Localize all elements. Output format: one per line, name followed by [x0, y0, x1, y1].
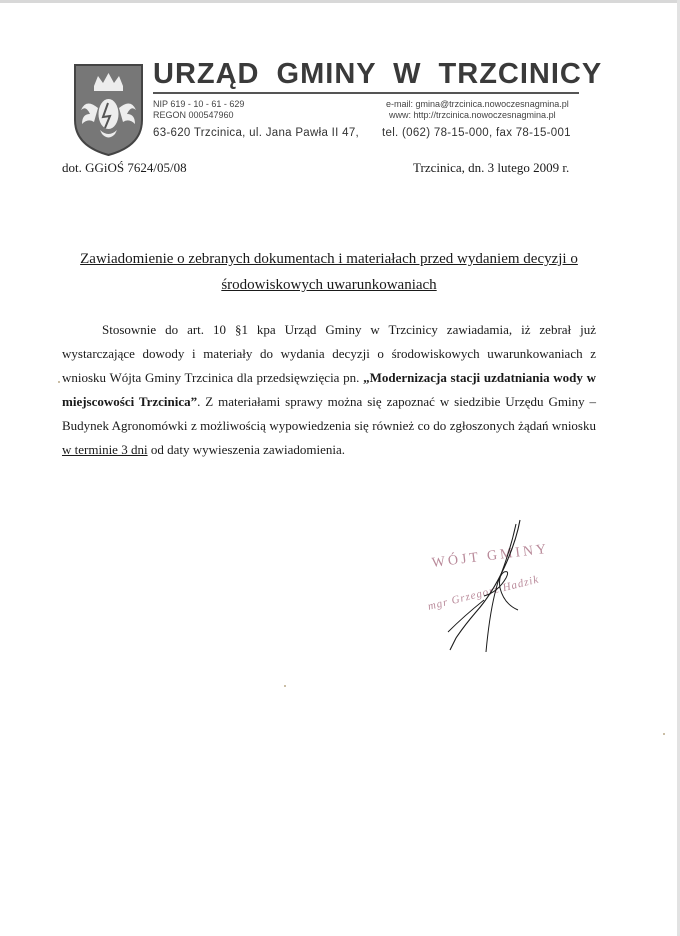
phone-fax: tel. (062) 78-15-000, fax 78-15-001 [382, 127, 571, 139]
website-address: www: http://trzcinica.nowoczesnagmina.pl [389, 110, 556, 120]
official-stamp-name: mgr Grzegorz Hadzik [426, 573, 541, 613]
scan-speck [58, 381, 60, 383]
subject-line-1: Zawiadomienie o zebranych dokumentach i materiałach przed wydaniem decyzji o [80, 251, 578, 267]
body-part-1: Stosownie do art. 10 §1 kpa Urząd Gminy w Trzcinicy zawiadamia, iż zebrał już wystarczające dowody i materiały do wydania decyzji o środowiskowych uwarunkowaniach z wniosku Wójta Gminy Trzcinica dla przedsięwzięcia pn. [62, 322, 596, 385]
office-title: URZĄD GMINY W TRZCINICY [153, 58, 603, 90]
subject-line-2: środowiskowych uwarunkowaniach [221, 277, 437, 293]
reference-number: dot. GGiOŚ 7624/05/08 [62, 160, 187, 175]
header-divider [153, 92, 579, 94]
scan-speck [663, 733, 665, 735]
handwritten-signature [420, 512, 580, 672]
postal-address: 63-620 Trzcinica, ul. Jana Pawła II 47, [153, 127, 360, 139]
notice-subject [60, 246, 598, 298]
body-paragraph [62, 318, 596, 462]
place-and-date: Trzcinica, dn. 3 lutego 2009 r. [413, 160, 570, 175]
regon-number: REGON 000547960 [153, 110, 234, 120]
scan-speck [284, 685, 286, 687]
email-address: e-mail: gmina@trzcinica.nowoczesnagmina.pl [386, 99, 569, 109]
body-part-3: od daty wywieszenia zawiadomienia. [147, 442, 346, 457]
scan-edge-top [0, 0, 680, 3]
body-part-2: . Z materiałami sprawy można się zapoznać w siedzibie Urzędu Gminy – Budynek Agronomówki z możliwością wypowiedzenia się również co do zgłoszonych żądań wniosku [62, 394, 596, 433]
project-name: „Modernizacja stacji uzdatniania wody w miejscowości Trzcinica” [62, 370, 596, 409]
municipal-coat-of-arms-icon [72, 62, 145, 157]
notice-body [62, 318, 596, 462]
official-stamp-title: WÓJT GMINY [431, 541, 550, 571]
deadline-text: w terminie 3 dni [62, 442, 148, 457]
nip-number: NIP 619 - 10 - 61 - 629 [153, 99, 245, 109]
